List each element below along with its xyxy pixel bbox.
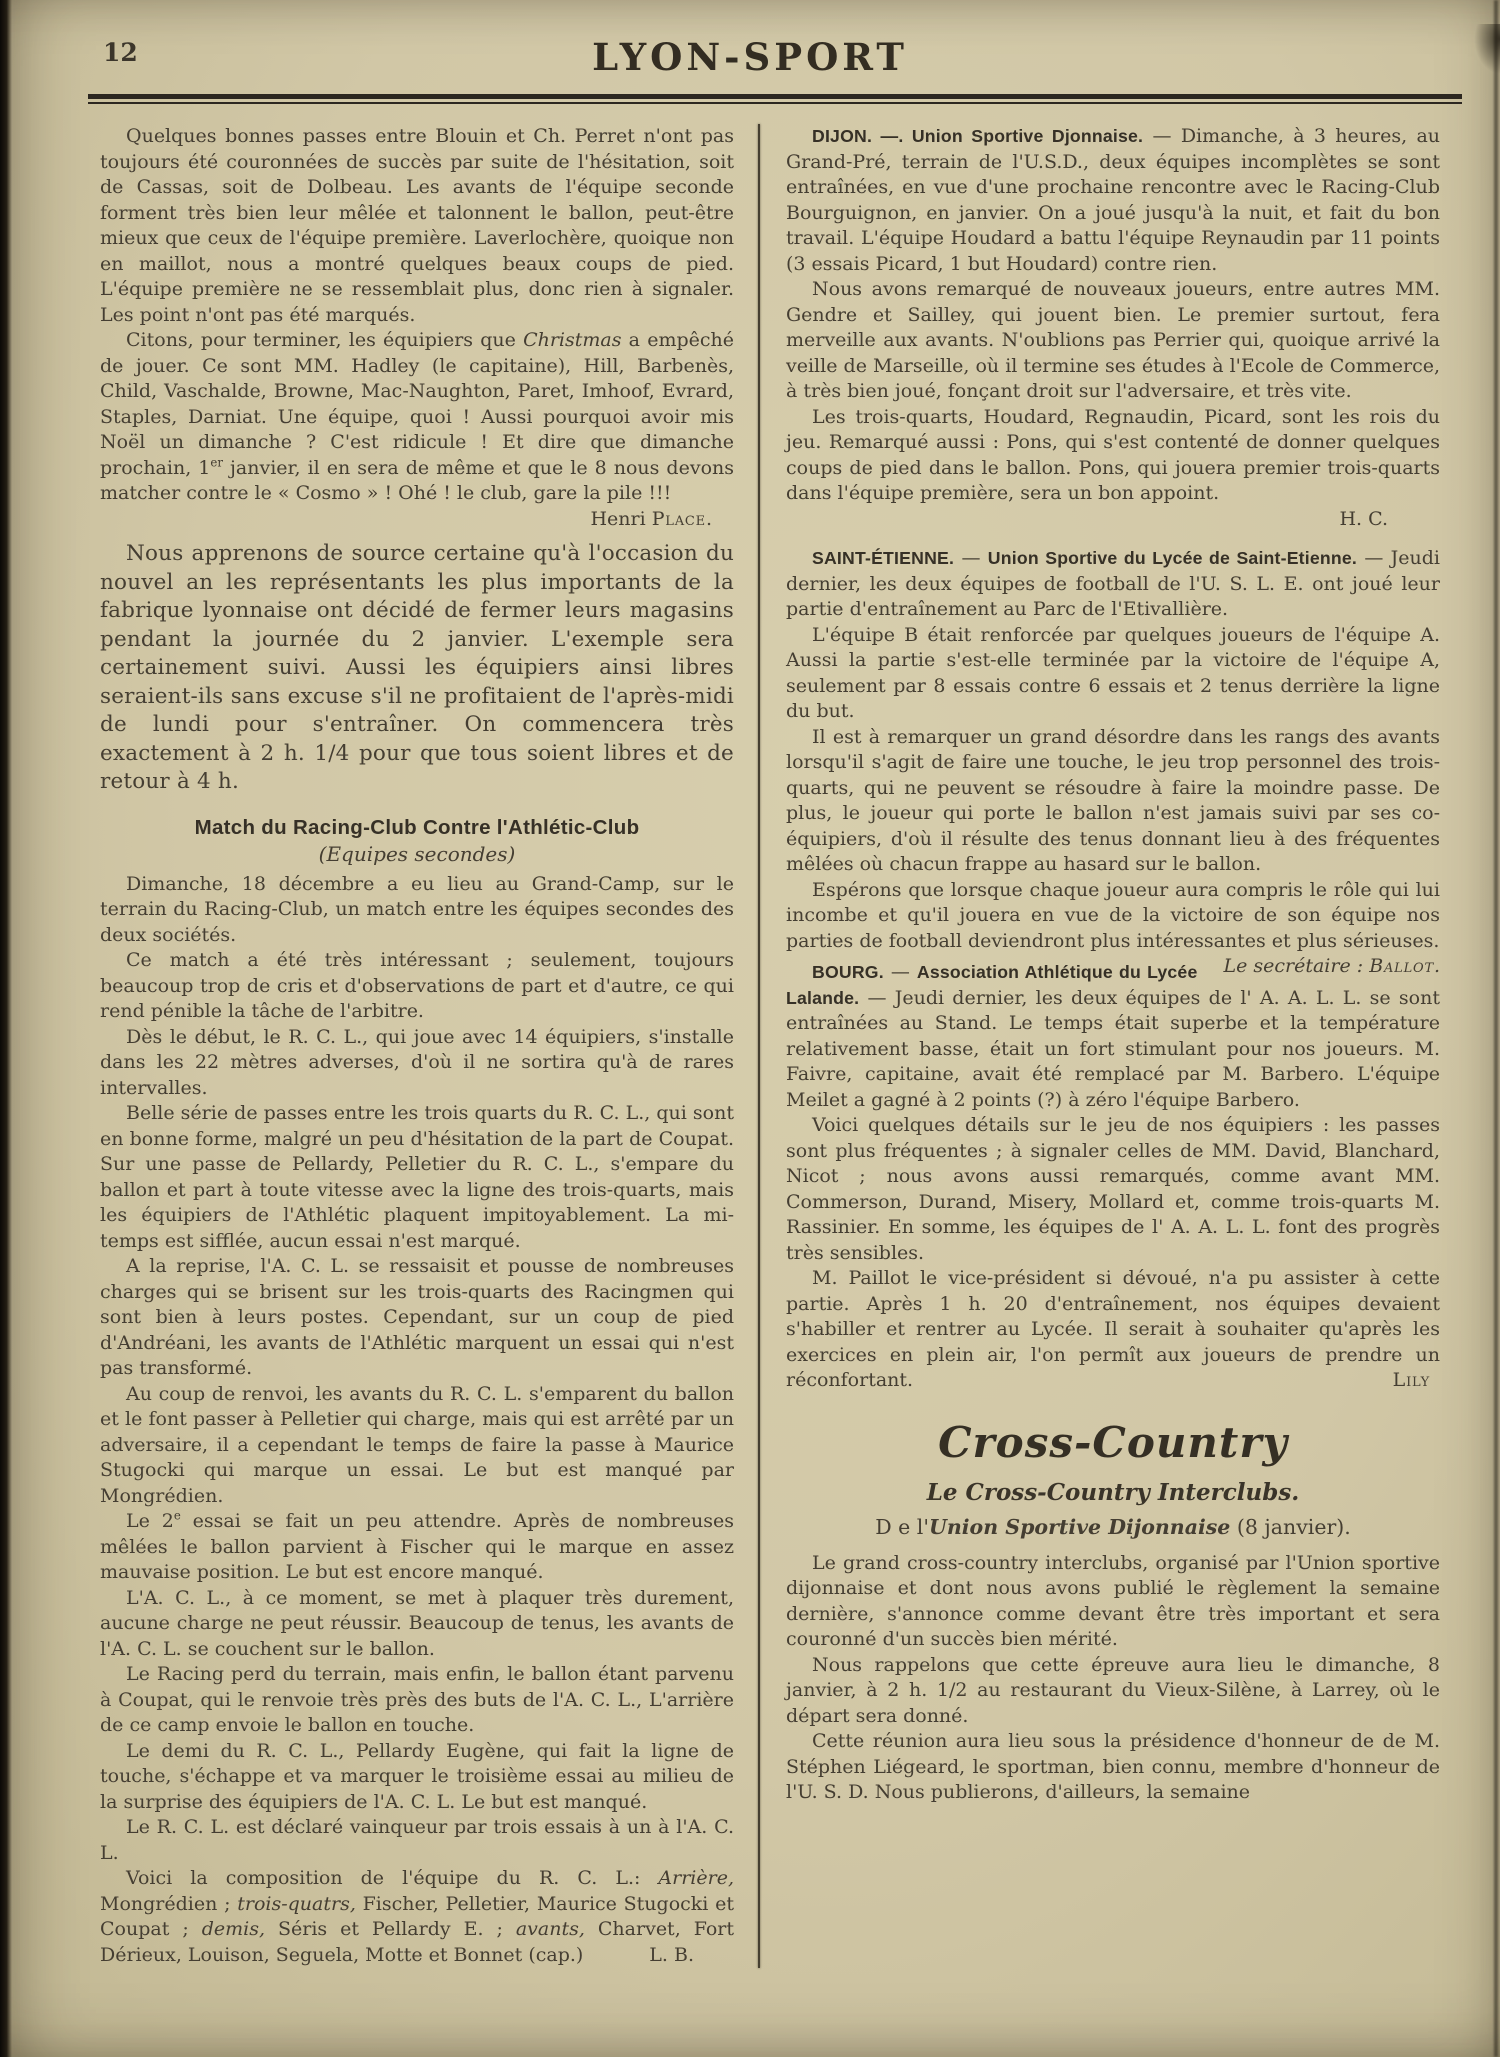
text-segment: Dès le début, le R. C. L., qui joue avec 14 équipiers, s'installe dans les 22 mètres adverses, d'où il ne sortira qu'à de rares intervalles.	[100, 1025, 734, 1099]
text-segment: Christmas	[523, 329, 622, 351]
text-segment: Fischer, Pelletier, Maurice Stugocki et Coupat ;	[100, 1892, 734, 1940]
text-segment: Arrière,	[658, 1867, 734, 1889]
text-segment: Nous avons remarqué de nouveaux joueurs, entre autres MM. Gendre et Sailley, qui jouent bien. Le premier surtout, fera merveille aux avants. N'oublions pas Perrier qui, quoique arrivé la veille de Marseille, où il termine ses études à l'Ecole de Commerce, à très bien joué, fonçant droit sur l'adversaire, et très vite.	[786, 278, 1440, 402]
text-segment: Cross-Country	[938, 1417, 1288, 1467]
text-segment: L. B.	[649, 1943, 694, 1966]
article-paragraph	[786, 546, 1440, 623]
text-segment: Match du Racing-Club Contre l'Athlétic-Club	[194, 815, 640, 839]
text-segment: Henri	[590, 507, 652, 530]
text-segment: e	[173, 1508, 181, 1523]
article-paragraph	[786, 725, 1440, 878]
text-segment: Ce match a été très intéressant ; seulement, toujours beaucoup trop de cris et d'observations de part et d'autre, ce qui rend pénible la tâche de l'arbitre.	[100, 949, 734, 1022]
article-paragraph	[100, 1586, 734, 1663]
article-paragraph	[786, 1551, 1440, 1653]
text-segment: Nous apprenons de source certaine qu'à l'occasion du nouvel an les représentants les plus importants de la fabrique lyonnaise ont décidé de fermer leurs magasins pendant la journée du 2 janvier. L'exemple sera certainement suivi. Aussi les équipiers ainsi libres seraient-ils sans excuse s'il ne profitaient de l'après-midi de lundi pour s'entraîner. On commencera très exactement à 2 h. 1/4 pour que tous soient libres et de retour à 4 h.	[100, 541, 734, 794]
text-segment: Espérons que lorsque chaque joueur aura compris le rôle qui lui incombe et qu'il jouera en vue de la victoire de son équipe nos parties de football deviendront plus intéressantes et plus sérieuses.	[786, 878, 1440, 952]
text-segment: .	[705, 507, 712, 530]
text-segment: avants,	[515, 1918, 585, 1940]
text-segment: D e l'	[875, 1515, 929, 1539]
article-subheading	[100, 842, 734, 868]
article-paragraph	[100, 328, 734, 507]
article-paragraph	[100, 1662, 734, 1739]
text-segment: (Equipes secondes)	[318, 842, 516, 866]
text-segment: Les trois-quarts, Houdard, Regnaudin, Picard, sont les rois du jeu. Remarqué aussi : Pons, qui s'est contenté de donner quelques coups de pied dans le ballon. Pons, qui jouera premier trois-quarts dans l'équipe première, sera un bon appoint.	[786, 405, 1440, 504]
text-segment: a empêché de jouer. Ce sont MM. Hadley (le capitaine), Hill, Barbenès, Child, Vaschalde, Browne, Mac-Naughton, Paret, Imhoof, Evrard, Staples, Darniat. Une équipe, quoi ! Aussi pourquoi avoir mis Noël un dimanche ? C'est ridicule ! Et dire que dimanche prochain, 1	[100, 329, 734, 479]
text-segment: Séris et Pellardy E. ;	[265, 1918, 516, 1940]
text-segment: L'A. C. L., à ce moment, se met à plaquer très durement, aucune charge ne peut réussir. Beaucoup de tenus, les avants de l'A. C. L. se couchent sur le ballon.	[100, 1586, 734, 1660]
text-segment: SAINT-ÉTIENNE.	[812, 548, 955, 568]
article-paragraph	[786, 405, 1440, 507]
article-paragraph	[786, 623, 1440, 725]
text-segment: Cette réunion aura lieu sous la présidence d'honneur de de M. Stéphen Liégeard, le sportman, bien connu, membre d'honneur de l'U. S. D. Nous publierons, d'ailleurs, la semaine	[786, 1730, 1440, 1803]
text-segment: Le R. C. L. est déclaré vainqueur par trois essais à un à l'A. C. L.	[100, 1816, 734, 1864]
text-segment: Ballot	[1369, 955, 1434, 977]
text-segment: BOURG.	[812, 962, 884, 982]
section-subtitle	[786, 1480, 1440, 1506]
text-segment: — Jeudi dernier, les deux équipes de football de l'U. S. L. E. ont joué leur partie d'entraînement au Parc de l'Etivallière.	[786, 547, 1440, 620]
section-byline	[786, 1515, 1440, 1541]
text-segment: Le 2	[126, 1510, 174, 1532]
article-paragraph	[100, 1101, 734, 1254]
signature	[1367, 1368, 1440, 1394]
content-columns	[0, 104, 1500, 1968]
right-column	[786, 124, 1440, 1968]
text-segment: Le Cross-Country Interclubs.	[926, 1478, 1300, 1506]
signature-line	[100, 507, 734, 533]
text-segment: Le Racing perd du terrain, mais enfin, le ballon étant parvenu à Coupat, qui le renvoie très près des buts de l'A. C. L., L'arrière de ce camp envoie le ballon en touche.	[100, 1663, 734, 1736]
page-header	[0, 0, 1500, 88]
masthead-title: LYON-SPORT	[592, 35, 908, 79]
text-segment: — Jeudi dernier, les deux équipes de l' A. A. L. L. se sont entraînées au Stand. Le temps était superbe et la température relativement basse, était un fort stimulant pour nos joueurs. M. Faivre, capitaine, avait été remplacé par M. Barbero. L'équipe Meilet a gagné à 2 points (?) à zéro l'équipe Barbero.	[786, 986, 1440, 1111]
text-segment: Dimanche, 18 décembre a eu lieu au Grand-Camp, sur le terrain du Racing-Club, un match entre les équipes secondes des deux sociétés.	[100, 872, 734, 946]
text-segment: — Dimanche, à 3 heures, au Grand-Pré, terrain de l'U.S.D., deux équipes incomplètes se sont entraînées, en vue d'une prochaine rencontre avec le Racing-Club Bourguignon, en janvier. On a joué jusqu'à la nuit, et fait du bon travail. L'équipe Houdard a battu l'équipe Reynaudin par 11 points (3 essais Picard, 1 but Houdard) contre rien.	[786, 125, 1441, 275]
text-segment: Citons, pour terminer, les équipiers que	[126, 329, 524, 351]
text-segment: —	[954, 547, 988, 569]
article-paragraph	[786, 124, 1440, 277]
article-paragraph	[100, 948, 734, 1025]
scan-edge-left	[0, 0, 12, 2057]
article-paragraph	[786, 1113, 1440, 1266]
text-segment: Voici quelques détails sur le jeu de nos équipiers : les passes sont plus fréquentes ; à signaler celles de MM. David, Blanchard, Nicot ; nous avons aussi remarqués, comme avant MM. Commerson, Durand, Misery, Mollard et, comme trois-quarts M. Rassinier. En somme, les équipes de l' A. A. L. L. font des progrès très sensibles.	[786, 1114, 1440, 1264]
section-title	[786, 1418, 1440, 1468]
article-paragraph	[100, 1739, 734, 1816]
article-paragraph	[100, 1382, 734, 1510]
article-paragraph	[786, 1653, 1440, 1730]
text-segment: er	[210, 455, 223, 470]
article-paragraph	[100, 540, 734, 797]
text-segment: Mongrédien ;	[100, 1892, 238, 1915]
text-segment: janvier, il en sera de même et que le 8 nous devons matcher contre le « Cosmo » ! Ohé ! le club, gare la pile !!!	[100, 456, 735, 504]
text-segment: Union Sportive Dijonnaise	[928, 1515, 1231, 1539]
text-segment: Le grand cross-country interclubs, organisé par l'Union sportive dijonnaise et dont nous avons publié le règlement la semaine dernière, s'annonce comme devant être très important et sera couronné d'un succès bien mérité.	[786, 1551, 1440, 1650]
text-segment: Association Athlétique du Lycée Lalande.	[786, 962, 1198, 1008]
text-segment: Belle série de passes entre les trois quarts du R. C. L., qui sont en bonne forme, malgré un peu d'hésitation de la part de Coupat. Sur une passe de Pellardy, Pelletier du R. C. L., s'empare du ballon et part à toute vitesse avec la ligne des trois-quarts, mais les équipiers de l'Athlétic plaquent impitoyablement. La mi-temps est sifflée, aucun essai n'est marqué.	[100, 1102, 734, 1252]
text-segment: A la reprise, l'A. C. L. se ressaisit et pousse de nombreuses charges qui se brisent sur les trois-quarts des Racingmen qui sont bien à leurs postes. Cependant, sur un coup de pied d'Andréani, les avants de l'Athlétic marquent un essai qui n'est pas transformé.	[100, 1255, 734, 1379]
left-column	[100, 124, 734, 1968]
article-paragraph	[100, 1254, 734, 1382]
text-segment: Au coup de renvoi, les avants du R. C. L. s'emparent du ballon et le font passer à Pelletier qui charge, mais qui est arrêté par un adversaire, il a cependant le temps de faire la passe à Maurice Stugocki qui marque un essai. Le but est manqué par Mongrédien.	[100, 1382, 734, 1507]
text-segment: Lily	[1392, 1369, 1430, 1391]
text-segment: Le demi du R. C. L., Pellardy Eugène, qui fait la ligne de touche, s'échappe et va marquer le troisième essai au milieu de la surprise des équipiers de l'A. C. L. Le but est manqué.	[100, 1739, 734, 1813]
text-segment: Union Sportive du Lycée de Saint-Etienne.	[987, 548, 1357, 568]
text-segment: (8 janvier).	[1230, 1515, 1351, 1539]
article-paragraph	[786, 277, 1440, 405]
column-divider	[758, 124, 760, 1968]
text-segment: Il est à remarquer un grand désordre dans les rangs des avants lorsqu'il s'agit de faire une touche, le jeu trop personnel des trois-quarts, qui ne peuvent se résoudre à faire la moindre passe. De plus, le joueur qui porte le ballon n'est jamais suivi par ses co-équipiers, d'où il résulte des tenus donnant lieu à des fréquentes mêlées où chacun frappe au hasard sur le ballon.	[786, 725, 1440, 875]
scan-edge-right	[1494, 0, 1498, 2057]
signature-line	[786, 507, 1440, 533]
signature	[1197, 954, 1440, 980]
article-paragraph	[100, 124, 734, 328]
article-paragraph	[100, 1815, 734, 1866]
text-segment: H. C.	[1339, 507, 1388, 530]
article-paragraph	[100, 1509, 734, 1586]
article-paragraph	[100, 1025, 734, 1102]
text-segment: .	[1433, 955, 1440, 977]
article-paragraph	[786, 1729, 1440, 1806]
text-segment: Voici la composition de l'équipe du R. C. L.:	[126, 1867, 659, 1889]
article-paragraph	[786, 960, 1440, 1113]
article-paragraph	[786, 1266, 1440, 1394]
text-segment: Quelques bonnes passes entre Blouin et Ch. Perret n'ont pas toujours été couronnées de succès par suite de l'hésitation, soit de Cassas, soit de Dolbeau. Les avants de l'équipe seconde forment très bien leur mêlée et talonnent le ballon, peut-être mieux que ceux de l'équipe première. Laverlochère, quoique non en maillot, nous a montré quelques beaux coups de pied. L'équipe première ne se ressemblait plus, donc rien à signaler. Les point n'ont pas été marqués.	[100, 125, 734, 326]
text-segment: DIJON. —. Union Sportive Djonnaise.	[812, 126, 1144, 146]
text-segment: demis,	[201, 1918, 265, 1940]
text-segment: Le secrétaire :	[1223, 955, 1370, 977]
text-segment: —	[883, 961, 917, 983]
page-number: 12	[103, 38, 138, 67]
article-heading	[100, 815, 734, 841]
article-paragraph	[100, 872, 734, 949]
text-segment: Nous rappelons que cette épreuve aura lieu le dimanche, 8 janvier, à 2 h. 1/2 au restaurant du Vieux-Silène, à Larrey, où le départ sera donné.	[786, 1653, 1440, 1727]
article-paragraph	[100, 1866, 734, 1968]
header-rule	[88, 94, 1462, 104]
text-segment: essai se fait un peu attendre. Après de nombreuses mêlées le ballon parvient à Fischer qui le marque en assez mauvaise position. Le but est encore manqué.	[100, 1510, 734, 1583]
text-segment: Place	[651, 507, 706, 530]
text-segment: trois-quatrs,	[237, 1892, 356, 1915]
text-segment: L'équipe B était renforcée par quelques joueurs de l'équipe A. Aussi la partie s'est-elle terminée par la victoire de l'équipe A, seulement par 8 essais contre 6 essais et 2 tenus derrière la ligne du but.	[786, 623, 1440, 722]
text-segment: Charvet, Fort Dérieux, Louison, Seguela, Motte et Bonnet (cap.)	[100, 1918, 735, 1966]
text-segment: M. Paillot le vice-président si dévoué, n'a pu assister à cette partie. Après 1 h. 20 d'entraînement, nos équipes devaient s'habiller et rentrer au Lycée. Il serait à souhaiter qu'après les exercices en plein air, l'on permît aux joueurs de prendre un réconfortant.	[786, 1267, 1440, 1391]
signature	[623, 1943, 734, 1969]
